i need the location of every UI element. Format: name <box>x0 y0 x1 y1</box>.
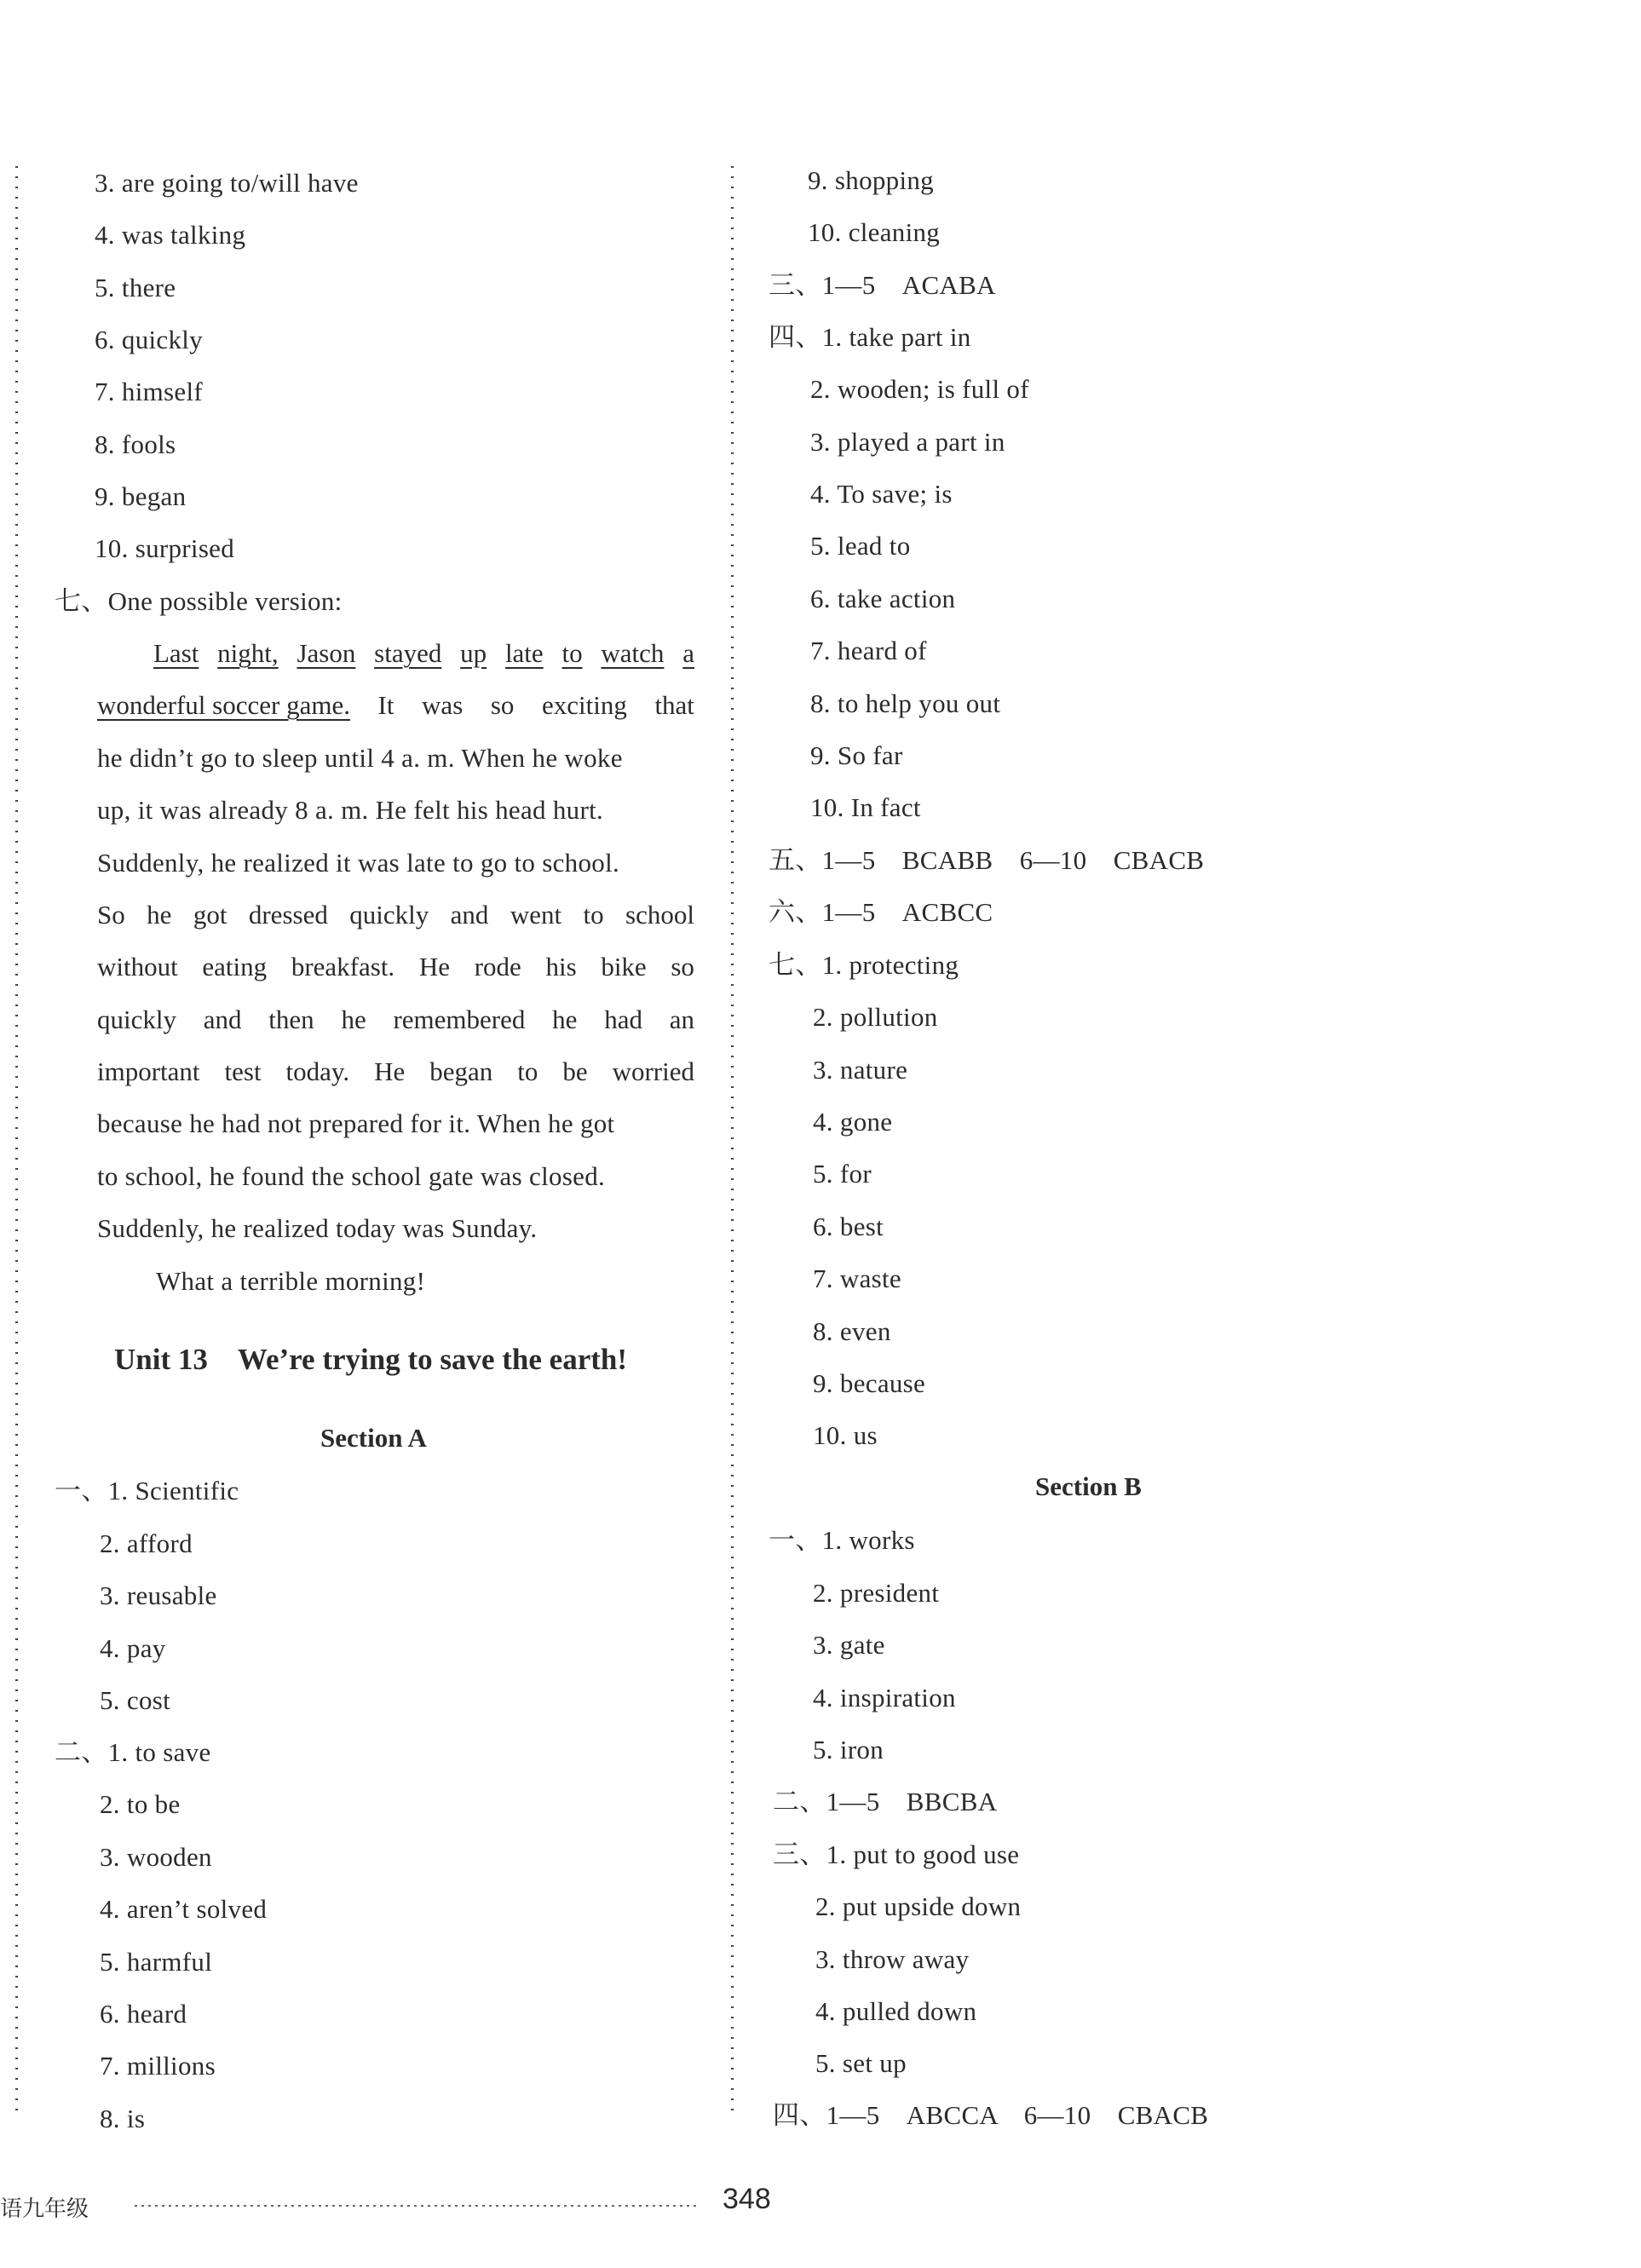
left-cut-line <box>15 166 18 2117</box>
r-b-part3-3: 3. throw away <box>815 1944 970 1974</box>
essay-line-4: up, it was already 8 a. m. He felt his head hurt. <box>97 795 604 825</box>
r-b-part3-5: 5. set up <box>815 2048 907 2078</box>
r-part7-5: 5. for <box>813 1159 872 1189</box>
essay-line-10: because he had not prepared for it. When he got <box>97 1108 615 1138</box>
answer-10: 10. surprised <box>95 533 235 563</box>
essay-line-5: Suddenly, he realized it was late to go to school. <box>97 848 620 878</box>
r-part7-6: 6. best <box>813 1212 884 1241</box>
r-part7-4: 4. gone <box>813 1107 893 1137</box>
r-part7-8: 8. even <box>813 1316 891 1346</box>
answer-9: 9. began <box>95 481 187 511</box>
essay-line-13: What a terrible morning! <box>156 1266 426 1296</box>
section-a-heading: Section A <box>320 1423 427 1453</box>
footer-grade-label: 语九年级 <box>0 2196 89 2222</box>
essay-line-6: So he got dressed quickly and went to school <box>97 900 694 930</box>
r-b-part2: 二、1—5 BBCBA <box>773 1787 998 1816</box>
r-b-part1-5: 5. iron <box>813 1735 884 1764</box>
unit-title: Unit 13 We’re trying to save the earth! <box>114 1343 628 1376</box>
part2-answer-6: 6. heard <box>100 1999 187 2029</box>
part2-answer-2: 2. to be <box>100 1789 181 1819</box>
part2-answer-3: 3. wooden <box>100 1842 212 1872</box>
answer-7: 7. himself <box>95 377 203 406</box>
page-number: 348 <box>723 2183 771 2215</box>
part2-answer-8: 8. is <box>100 2104 146 2133</box>
essay-line-7: without eating breakfast. He rode his bike so <box>97 952 694 981</box>
r-part7-7: 7. waste <box>813 1264 901 1293</box>
part2-answer-5: 5. harmful <box>100 1947 213 1977</box>
r-part4-6: 6. take action <box>810 584 956 613</box>
part1-answer-5: 5. cost <box>100 1685 171 1715</box>
essay-line-11: to school, he found the school gate was closed. <box>97 1161 606 1191</box>
answer-6: 6. quickly <box>95 325 203 354</box>
r-part5: 五、1—5 BCABB 6—10 CBACB <box>769 845 1205 875</box>
q7-heading: 七、One possible version: <box>55 586 343 616</box>
part2-answer-7: 7. millions <box>100 2051 216 2081</box>
r-part7-9: 9. because <box>813 1368 926 1398</box>
answer-3: 3. are going to/will have <box>95 168 359 198</box>
r-b-part1-4: 4. inspiration <box>813 1683 956 1713</box>
r-part4-10: 10. In fact <box>810 792 921 822</box>
essay-line-9: important test today. He began to be worried <box>97 1056 694 1086</box>
r-part7-1: 七、1. protecting <box>769 950 959 980</box>
essay-line-8: quickly and then he remembered he had an <box>97 1004 694 1034</box>
r-part4-2: 2. wooden; is full of <box>810 374 1029 404</box>
r-part4-9: 9. So far <box>810 740 903 770</box>
part1-answer-2: 2. afford <box>100 1528 193 1558</box>
r-b-part3-2: 2. put upside down <box>815 1891 1022 1921</box>
answer-5: 5. there <box>95 273 176 302</box>
essay-line-1: Last night, Jason stayed up late to watch a <box>153 638 694 668</box>
part1-answer-1: 一、1. Scientific <box>55 1476 239 1505</box>
r-part4-1: 四、1. take part in <box>769 322 971 352</box>
r-b-part1-1: 一、1. works <box>769 1525 915 1555</box>
r-part7-2: 2. pollution <box>813 1002 938 1032</box>
r-b-part3-4: 4. pulled down <box>815 1996 977 2026</box>
r-b-part4: 四、1—5 ABCCA 6—10 CBACB <box>773 2100 1209 2130</box>
r-part4-4: 4. To save; is <box>810 479 953 509</box>
essay-line-3: he didn’t go to sleep until 4 a. m. When he woke <box>97 743 623 773</box>
part2-answer-4: 4. aren’t solved <box>100 1894 268 1924</box>
essay-line-12: Suddenly, he realized today was Sunday. <box>97 1213 538 1243</box>
section-b-heading: Section B <box>1035 1471 1142 1501</box>
r-part7-3: 3. nature <box>813 1055 908 1085</box>
part1-answer-3: 3. reusable <box>100 1580 217 1610</box>
r-part3: 三、1—5 ACABA <box>769 270 996 300</box>
part1-answer-4: 4. pay <box>100 1633 166 1663</box>
answer-4: 4. was talking <box>95 220 246 250</box>
answer-8: 8. fools <box>95 429 176 459</box>
r-part4-3: 3. played a part in <box>810 427 1005 457</box>
r-part4-5: 5. lead to <box>810 531 911 561</box>
r-b-part3-1: 三、1. put to good use <box>773 1839 1020 1869</box>
r-b-part1-3: 3. gate <box>813 1630 885 1660</box>
part2-answer-1: 二、1. to save <box>55 1737 211 1767</box>
r-b-part1-2: 2. president <box>813 1578 940 1608</box>
r-part4-8: 8. to help you out <box>810 688 1001 718</box>
r-answer-9: 9. shopping <box>808 165 934 195</box>
r-answer-10: 10. cleaning <box>808 217 941 247</box>
r-part4-7: 7. heard of <box>810 636 927 665</box>
middle-cut-line <box>731 166 734 2117</box>
footer-dotted-rule <box>135 2205 697 2207</box>
r-part6: 六、1—5 ACBCC <box>769 897 993 927</box>
essay-line-2: wonderful soccer game. It was so exciting that <box>97 690 694 720</box>
r-part7-10: 10. us <box>813 1420 878 1450</box>
